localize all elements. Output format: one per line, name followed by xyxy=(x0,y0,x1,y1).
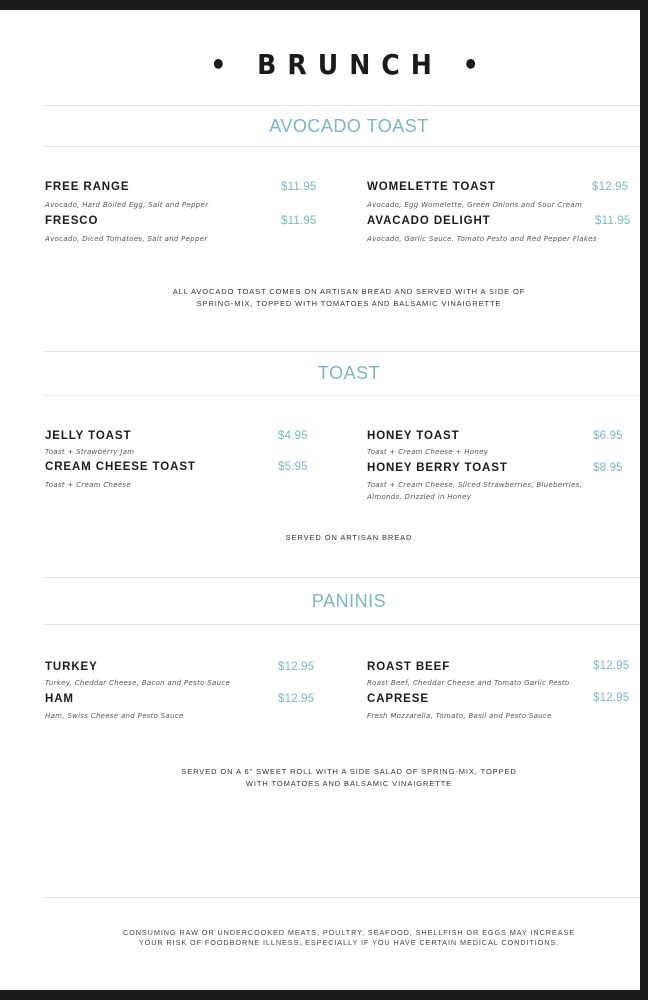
divider xyxy=(44,351,640,352)
divider xyxy=(44,624,640,625)
disclaimer-line: CONSUMING RAW OR UNDERCOOKED MEATS, POULTRY, SEAFOOD, SHELLFISH OR EGGS MAY INCREASE xyxy=(123,928,575,937)
item-name-avacado-delight: AVACADO DELIGHT xyxy=(367,215,491,227)
item-name-caprese: CAPRESE xyxy=(367,693,429,705)
item-desc-avacado-delight: Avocado, Garlic Sauce, Tomato Pesto and Red Pepper Flakes xyxy=(367,235,597,243)
item-price-cream-cheese-toast: $5.95 xyxy=(278,461,308,473)
item-desc-ham: Ham, Swiss Cheese and Pesto Sauce xyxy=(45,712,184,720)
item-name-honey-berry-toast: HONEY BERRY TOAST xyxy=(367,462,508,474)
item-price-roast-beef: $12.95 xyxy=(593,660,630,672)
item-price-ham: $12.95 xyxy=(278,693,315,705)
divider xyxy=(44,105,640,106)
item-desc-honey-berry-toast xyxy=(367,479,582,503)
item-price-free-range: $11.95 xyxy=(281,181,317,193)
item-name-honey-toast: HONEY TOAST xyxy=(367,430,460,442)
section-title-avocado-toast: AVOCADO TOAST xyxy=(269,116,429,136)
item-price-jelly-toast: $4.95 xyxy=(278,430,308,442)
item-price-honey-toast: $6.95 xyxy=(593,430,623,442)
menu-page xyxy=(0,10,640,990)
item-desc-caprese: Fresh Mozzarella, Tomato, Basil and Pesto Sauce xyxy=(367,712,552,720)
note-line: SERVED ON ARTISAN BREAD xyxy=(285,533,413,542)
item-desc-turkey: Turkey, Cheddar Cheese, Bacon and Pesto Sauce xyxy=(45,679,231,687)
item-desc-honey-toast: Toast + Cream Cheese + Honey xyxy=(367,448,489,456)
item-price-caprese: $12.95 xyxy=(593,692,630,704)
note-line: SPRING-MIX, TOPPED WITH TOMATOES AND BALSAMIC VINAIGRETTE xyxy=(196,299,502,308)
item-name-roast-beef: ROAST BEEF xyxy=(367,661,451,673)
item-name-free-range: FREE RANGE xyxy=(45,181,130,193)
item-name-fresco: FRESCO xyxy=(45,215,99,227)
menu-title: • BRUNCH • xyxy=(210,48,490,81)
section-note-avocado-toast xyxy=(44,286,640,310)
item-name-womelette-toast: WOMELETTE TOAST xyxy=(367,181,496,193)
divider xyxy=(44,146,640,147)
item-price-womelette-toast: $12.95 xyxy=(592,181,629,193)
item-desc-cream-cheese-toast: Toast + Cream Cheese xyxy=(45,481,131,489)
item-desc-jelly-toast: Toast + Strawberry Jam xyxy=(45,448,135,456)
desc-line: Almonds, Drizzled in Honey xyxy=(367,493,472,501)
disclaimer xyxy=(44,928,640,948)
note-line: SERVED ON A 6" SWEET ROLL WITH A SIDE SALAD OF SPRING-MIX, TOPPED xyxy=(181,767,517,776)
item-price-turkey: $12.95 xyxy=(278,661,315,673)
item-price-honey-berry-toast: $8.95 xyxy=(593,462,623,474)
item-name-jelly-toast: JELLY TOAST xyxy=(45,430,132,442)
item-price-avacado-delight: $11.95 xyxy=(595,215,631,227)
item-name-cream-cheese-toast: CREAM CHEESE TOAST xyxy=(45,461,196,473)
note-line: WITH TOMATOES AND BALSAMIC VINAIGRETTE xyxy=(245,779,453,788)
divider xyxy=(44,395,640,396)
item-desc-free-range: Avocado, Hard Boiled Egg, Salt and Pepper xyxy=(45,201,209,209)
item-desc-roast-beef: Roast Beef, Cheddar Cheese and Tomato Garlic Pesto xyxy=(367,679,570,687)
note-line: ALL AVOCADO TOAST COMES ON ARTISAN BREAD AND SERVED WITH A SIDE OF xyxy=(172,287,526,296)
item-price-fresco: $11.95 xyxy=(281,215,317,227)
divider xyxy=(44,897,640,898)
section-title-paninis: PANINIS xyxy=(311,591,387,611)
desc-line: Toast + Cream Cheese, Sliced Strawberries, Blueberries, xyxy=(367,481,583,489)
section-note-toast xyxy=(44,532,640,544)
item-desc-fresco: Avocado, Diced Tomatoes, Salt and Pepper xyxy=(45,235,208,243)
section-note-paninis xyxy=(44,766,640,790)
disclaimer-line: YOUR RISK OF FOODBORNE ILLNESS, ESPECIALLY IF YOU HAVE CERTAIN MEDICAL CONDITIONS. xyxy=(138,938,560,947)
item-desc-womelette-toast: Avocado, Egg Womelette, Green Onions and Sour Cream xyxy=(367,201,583,209)
item-name-ham: HAM xyxy=(45,693,74,705)
divider xyxy=(44,577,640,578)
item-name-turkey: TURKEY xyxy=(45,661,98,673)
section-title-toast: TOAST xyxy=(317,363,381,383)
